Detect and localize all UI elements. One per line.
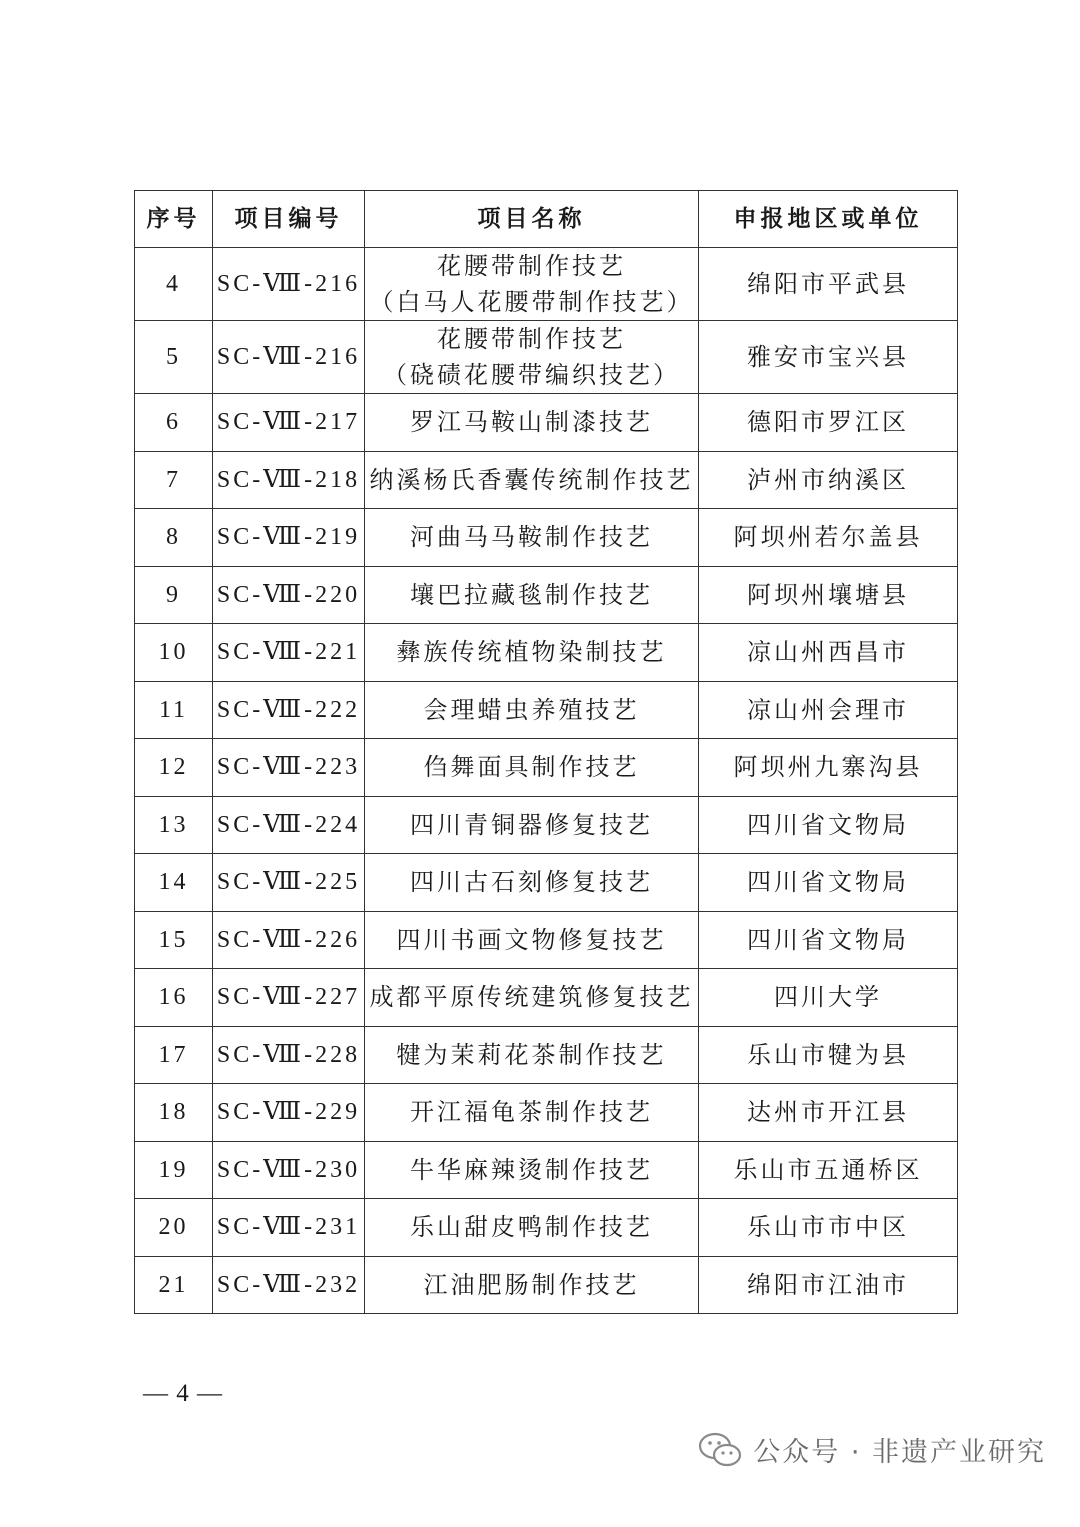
cell-name-subtitle: （白马人花腰带制作技艺） [369,288,694,316]
wechat-icon [697,1431,743,1469]
cell-region: 四川大学 [699,969,958,1027]
cell-name [365,911,699,969]
cell-name-main: 四川书画文物修复技艺 [396,925,667,954]
cell-code: SC-Ⅷ-218 [213,451,365,509]
cell-name [365,1199,699,1257]
cell-serial: 15 [135,911,213,969]
cell-serial: 9 [135,566,213,624]
cell-name [365,969,699,1027]
table-row [135,1084,958,1142]
cell-region: 乐山市五通桥区 [699,1141,958,1199]
header-serial: 序号 [135,191,213,248]
cell-name-main: 牛华麻辣烫制作技艺 [410,1155,653,1184]
cell-serial: 16 [135,969,213,1027]
cell-serial: 14 [135,854,213,912]
cell-name-main: 犍为茉莉花茶制作技艺 [396,1040,667,1069]
cell-code: SC-Ⅷ-216 [213,248,365,321]
table-row [135,624,958,682]
cell-code: SC-Ⅷ-227 [213,969,365,1027]
table-row [135,1256,958,1314]
cell-region: 四川省文物局 [699,796,958,854]
cell-serial: 11 [135,681,213,739]
cell-serial: 12 [135,739,213,797]
cell-region: 阿坝州壤塘县 [699,566,958,624]
table-row [135,1141,958,1199]
cell-region: 四川省文物局 [699,911,958,969]
cell-region: 泸州市纳溪区 [699,451,958,509]
cell-name-main: 壤巴拉藏毯制作技艺 [410,580,653,609]
cell-name-main: 罗江马鞍山制漆技艺 [410,408,653,437]
table-row [135,394,958,452]
table-row [135,566,958,624]
wechat-watermark [697,1430,1046,1469]
cell-region: 凉山州西昌市 [699,624,958,682]
cell-name-main: 成都平原传统建筑修复技艺 [369,983,694,1012]
cell-name-main: 纳溪杨氏香囊传统制作技艺 [369,465,694,494]
cell-code: SC-Ⅷ-228 [213,1026,365,1084]
cell-region: 绵阳市江油市 [699,1256,958,1314]
cell-serial: 4 [135,248,213,321]
header-name: 项目名称 [365,191,699,248]
cell-serial: 10 [135,624,213,682]
cell-code: SC-Ⅷ-221 [213,624,365,682]
table-row [135,509,958,567]
table-row [135,739,958,797]
cell-serial: 18 [135,1084,213,1142]
cell-region: 凉山州会理市 [699,681,958,739]
table-row [135,321,958,394]
cell-region: 达州市开江县 [699,1084,958,1142]
cell-name [365,321,699,394]
cell-name-main: 花腰带制作技艺 [437,325,626,353]
cell-code: SC-Ⅷ-226 [213,911,365,969]
cell-serial: 13 [135,796,213,854]
cell-code: SC-Ⅷ-225 [213,854,365,912]
cell-name [365,509,699,567]
cell-serial: 19 [135,1141,213,1199]
table-row [135,854,958,912]
cell-serial: 21 [135,1256,213,1314]
cell-name [365,854,699,912]
cell-code: SC-Ⅷ-231 [213,1199,365,1257]
cell-name [365,681,699,739]
cell-name-main: 四川古石刻修复技艺 [410,868,653,897]
cell-name [365,248,699,321]
cell-serial: 20 [135,1199,213,1257]
cell-name [365,566,699,624]
cell-code: SC-Ⅷ-229 [213,1084,365,1142]
table-row [135,681,958,739]
heritage-list-table [134,190,958,1314]
table-row [135,451,958,509]
cell-name-main: 河曲马马鞍制作技艺 [410,523,653,552]
cell-serial: 7 [135,451,213,509]
cell-name [365,394,699,452]
table-row [135,1199,958,1257]
cell-code: SC-Ⅷ-220 [213,566,365,624]
cell-code: SC-Ⅷ-222 [213,681,365,739]
cell-serial: 8 [135,509,213,567]
cell-name-main: 花腰带制作技艺 [437,252,626,280]
header-code: 项目编号 [213,191,365,248]
cell-code: SC-Ⅷ-219 [213,509,365,567]
table-row [135,796,958,854]
cell-name [365,451,699,509]
cell-name [365,739,699,797]
cell-name [365,1026,699,1084]
cell-region: 乐山市市中区 [699,1199,958,1257]
watermark-text: 公众号 · 非遗产业研究 [753,1437,1046,1468]
cell-region: 雅安市宝兴县 [699,321,958,394]
cell-code: SC-Ⅷ-217 [213,394,365,452]
cell-name-main: 㑇舞面具制作技艺 [423,753,640,782]
table-row [135,969,958,1027]
cell-name-main: 四川青铜器修复技艺 [410,810,653,839]
cell-region: 阿坝州九寨沟县 [699,739,958,797]
cell-code: SC-Ⅷ-216 [213,321,365,394]
cell-name-main: 开江福龟茶制作技艺 [410,1098,653,1127]
cell-name-subtitle: （硗碛花腰带编织技艺） [383,361,680,389]
table-row [135,1026,958,1084]
cell-name [365,1141,699,1199]
cell-code: SC-Ⅷ-224 [213,796,365,854]
table-row [135,911,958,969]
page-number: — 4 — [143,1380,223,1407]
cell-name-main: 乐山甜皮鸭制作技艺 [410,1213,653,1242]
header-region: 申报地区或单位 [699,191,958,248]
cell-name [365,1256,699,1314]
cell-name [365,796,699,854]
cell-serial: 17 [135,1026,213,1084]
cell-serial: 6 [135,394,213,452]
table-header-row [135,191,958,248]
cell-name-main: 江油肥肠制作技艺 [423,1270,640,1299]
cell-region: 德阳市罗江区 [699,394,958,452]
cell-name-main: 彝族传统植物染制技艺 [396,638,667,667]
cell-region: 绵阳市平武县 [699,248,958,321]
cell-code: SC-Ⅷ-232 [213,1256,365,1314]
cell-code: SC-Ⅷ-230 [213,1141,365,1199]
table-row [135,248,958,321]
cell-region: 乐山市犍为县 [699,1026,958,1084]
cell-name [365,624,699,682]
cell-region: 阿坝州若尔盖县 [699,509,958,567]
cell-serial: 5 [135,321,213,394]
cell-name [365,1084,699,1142]
cell-region: 四川省文物局 [699,854,958,912]
cell-code: SC-Ⅷ-223 [213,739,365,797]
cell-name-main: 会理蜡虫养殖技艺 [423,695,640,724]
